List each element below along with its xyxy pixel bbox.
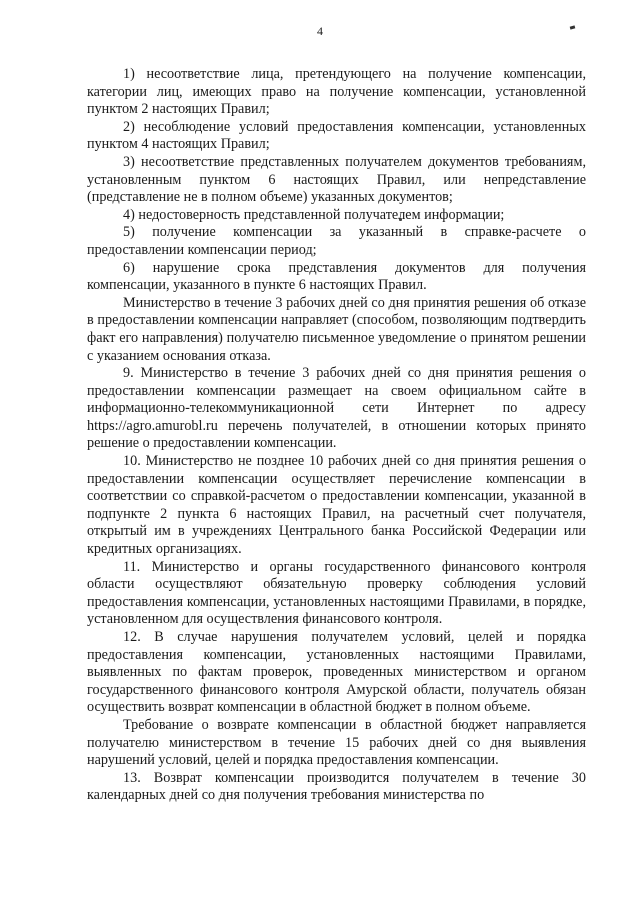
paragraph-section-10: 10. Министерство не позднее 10 рабочих дней со дня принятия решения о предоставлении компенсации осуществляет перечисление компенсации в соответствии со справкой-расчетом о предоставлении компенсации, указанной в подпункте 2 пункта 6 настоящих Правил, на расчетный счет получателя, открытый им в учреждениях Центрального банка Российской Федерации или кредитных организациях. <box>87 453 586 558</box>
paragraph-section-11: 11. Министерство и органы государственного финансового контроля области осуществляют обязательную проверку соблюдения условий предоставления компенсации, установленных настоящими Правилами, в порядке, установленном для осуществления финансового контроля. <box>87 558 586 628</box>
paragraph-item-3: 3) несоответствие представленных получателем документов требованиям, установленным пунктом 6 настоящих Правил, или непредставление (представление не в полном объеме) указанных документов; <box>87 153 586 206</box>
paragraph-item-6: 6) нарушение срока представления документов для получения компенсации, указанного в пункте 6 настоящих Правил. <box>87 259 586 294</box>
paragraph-item-4: 4) недостоверность представленной получателем информации; <box>123 206 505 223</box>
paragraph-item-5: 5) получение компенсации за указанный в справке-расчете о предоставлении компенсации период; <box>87 224 586 258</box>
paragraph-return-requirement: Требование о возврате компенсации в областной бюджет направляется получателю министерством в течение 15 рабочих дней со дня выявления нарушений условий, целей и порядка предоставления компенсации. <box>87 716 586 769</box>
paragraph-item-1: 1) несоответствие лица, претендующего на получение компенсации, категории лиц, имеющих право на получение компенсации, установленной пунктом 2 настоящих Правил; <box>87 66 586 118</box>
paragraph-section-13: 13. Возврат компенсации производится получателем в течение 30 календарных дней со дня получения требования министерства по <box>87 769 586 804</box>
paragraph-section-9: 9. Министерство в течение 3 рабочих дней со дня принятия решения о предоставлении компенсации размещает на своем официальном сайте в информационно-телекоммуникационной сети Интернет по адресу https://agro.amurobl.ru перечень получателей, в отношении которых принято решение о предоставлении компенсации. <box>87 365 586 452</box>
document-body <box>87 66 586 805</box>
paragraph-refusal-notice: Министерство в течение 3 рабочих дней со дня принятия решения об отказе в предоставлении компенсации направляет (способом, позволяющим подтвердить факт его направления) получателю письменное уведомление о принятом решении с указанием основания отказа. <box>87 294 586 364</box>
paragraph-section-12: 12. В случае нарушения получателем условий, целей и порядка предоставления компенсации, установленных настоящими Правилами, выявленных по фактам проверок, проведенных министерством и органом государственного финансового контроля Амурской области, получатель обязан осуществить возврат компенсации в областной бюджет в полном объеме. <box>87 629 586 716</box>
paragraph-item-2: 2) несоблюдение условий предоставления компенсации, установленных пунктом 4 настоящих Правил; <box>87 118 586 153</box>
page-number: 4 <box>317 24 323 38</box>
